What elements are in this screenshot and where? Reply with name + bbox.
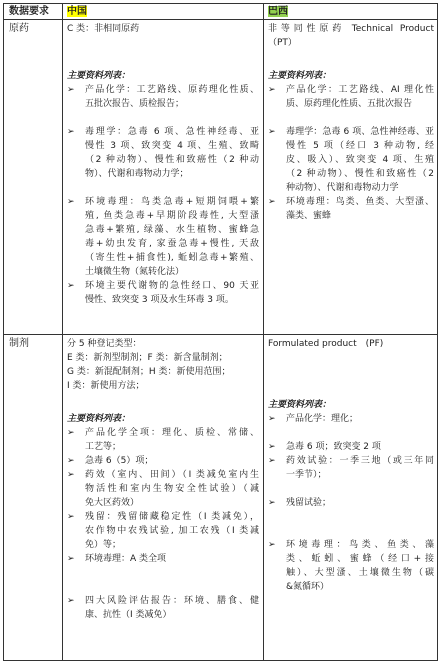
row2-china-intro: 分 5 种登记类型：	[67, 339, 142, 349]
row2-brazil-cell	[268, 337, 434, 594]
row1-brazil-list-title: 主要资料列表：	[268, 71, 332, 81]
row1-china-item-1: ➢ 产品化学：工艺路线、原药理化性质、 五批次报告、质检报告；	[67, 85, 259, 109]
row-label-technical: 原药	[9, 23, 29, 34]
bullet-icon: ➢	[268, 540, 276, 550]
bullet-icon: ➢	[67, 197, 75, 207]
row2-brazil-item-5: ➢ 环境毒理：鸟类、鱼类、藻 类、蚯蚓、蜜蜂（经口+接 触）、大型溞、土壤微生物（碳 &氮循环）	[268, 540, 434, 592]
row1-brazil-item-2: ➢ 毒理学：急毒 6 项、急性神经毒、亚 慢性 5 项（经口 3 种动物, 经 皮、吸入）、致突变 4 项、生殖 （2 种动物）、慢性和致癌性（2 种动物）、代谢和毒物动力学	[268, 127, 434, 193]
row2-china-item-1: ➢ 产品化学全项：理化、质检、常储、 工艺等；	[67, 428, 259, 452]
bullet-icon: ➢	[268, 498, 276, 508]
row-divider	[4, 334, 437, 335]
row2-brazil-item-3: ➢ 药效试验：一季三地（或三年同 一季节）；	[268, 456, 434, 480]
row2-brazil-intro: Formulated product (PF)	[268, 339, 384, 349]
row2-china-item-4: ➢ 残留：残留储藏稳定性（I 类减免）， 农作物中农残试验, 加工农残（I 类减 免）等；	[67, 512, 259, 550]
bullet-icon: ➢	[268, 197, 276, 207]
bullet-icon: ➢	[268, 442, 276, 452]
row2-china-list-title: 主要资料列表：	[67, 414, 131, 424]
row1-brazil-item-1: ➢ 产品化学：工艺路线、AI 理化性 质、原药理化性质、五批次报告	[268, 85, 434, 109]
header-data-requirement: 数据要求	[9, 6, 49, 17]
row1-china-item-3: ➢ 环境毒理：鸟类急毒+短期饲喂+繁 殖, 鱼类急毒+早期阶段毒性, 大型溞 急毒+繁殖, 绿藻、水生植物、蜜蜂急 毒+幼虫发育, 家蚕急毒+慢性, 天敌 （寄生性+捕食性), 蚯蚓急毒+繁殖、 土壤微生物（氮转化法）	[67, 197, 259, 277]
row2-brazil-item-1: ➢ 产品化学：理化；	[268, 414, 359, 424]
bullet-icon: ➢	[67, 512, 75, 522]
row1-china-item-4: ➢ 环境主要代谢物的急性经口、90 天亚 慢性、致突变 3 项及水生环毒 3 项。	[67, 281, 259, 305]
row1-china-cell	[67, 22, 259, 307]
header-brazil: 巴西	[268, 6, 288, 17]
row2-china-item-5: ➢ 环境毒理：A 类全项	[67, 554, 167, 564]
row1-china-list-title: 主要资料列表：	[67, 71, 131, 81]
row1-china-item-2: ➢ 毒理学：急毒 6 项、急性神经毒、亚 慢性 3 项、致突变 4 项、生殖、致畸 （2 种动物）、慢性和致癌性（2 种动 物）、代谢和毒物动力学；	[67, 127, 259, 179]
row-divider	[4, 19, 437, 20]
row2-china-cell: 分 5 种登记类型： E 类：新剂型制剂；F 类：新含量制剂； G 类：新混配制剂；H 类：新使用范围； I 类：新使用方法； 主要资料列表： ➢ 产品化学全项：理化、质检、常储、 工艺等； ➢ 急毒 6（5）项； ➢ 药效（室内、田间）（I 类减免室内生 物活性和室内生物安全性试验）（减 免大区药效） ➢ 残留：残留储藏稳定性（I 类减免）， 农作物中农残试验, 加工农残（I 类减 免）等； ➢ 环境毒理：A 类全项 ➢ 四大风险评估报告：环境、膳食、健 康、抗性（I 类减免）	[67, 339, 259, 620]
row1-china-intro: C 类：非相同原药	[67, 24, 140, 34]
row1-brazil-item-3: ➢ 环境毒理：鸟类、鱼类、大型溞、 藻类、蜜蜂	[268, 197, 434, 221]
bullet-icon: ➢	[67, 428, 75, 438]
row2-brazil-item-2: ➢ 急毒 6 项；致突变 2 项	[268, 442, 381, 452]
header-china-wrap	[64, 5, 87, 19]
row2-china-item-3: ➢ 药效（室内、田间）（I 类减免室内生 物活性和室内生物安全性试验）（减 免大区药效）	[67, 470, 259, 508]
column-divider	[62, 4, 63, 660]
bullet-icon: ➢	[268, 414, 276, 424]
row2-brazil-item-4: ➢ 残留试验；	[268, 498, 332, 508]
bullet-icon: ➢	[67, 596, 75, 606]
row1-brazil-cell: 非等同性原药 Technical Product （PT） 主要资料列表： ➢ 产品化学：工艺路线、AI 理化性 质、原药理化性质、五批次报告 ➢ 毒理学：急毒 6 项、急性神经毒、亚 慢性 5 项（经口 3 种动物, 经 皮、吸入）、致突变 4 项、生殖 （2 种动物）、慢性和致癌性（2 种动物）、代谢和毒物动力学 ➢ 环境毒理：鸟类、鱼类、大型溞、 藻类、蜜蜂	[268, 24, 434, 221]
bullet-icon: ➢	[67, 470, 75, 480]
registration-comparison-table	[3, 3, 438, 661]
bullet-icon: ➢	[67, 85, 75, 95]
bullet-icon: ➢	[67, 554, 75, 564]
header-china: 中国	[67, 6, 87, 17]
row2-china-item-6: ➢ 四大风险评估报告：环境、膳食、健 康、抗性（I 类减免）	[67, 596, 259, 620]
column-divider	[263, 4, 264, 660]
row1-brazil-intro: 非等同性原药 Technical Product	[268, 24, 434, 34]
bullet-icon: ➢	[67, 127, 75, 137]
bullet-icon: ➢	[268, 127, 276, 137]
bullet-icon: ➢	[67, 281, 75, 291]
bullet-icon: ➢	[268, 85, 276, 95]
row2-china-item-2: ➢ 急毒 6（5）项；	[67, 456, 154, 466]
bullet-icon: ➢	[268, 456, 276, 466]
row2-brazil-list-title: 主要资料列表：	[268, 400, 332, 410]
bullet-icon: ➢	[67, 456, 75, 466]
header-brazil-wrap	[265, 5, 288, 19]
row-label-formulation: 制剂	[9, 338, 29, 349]
